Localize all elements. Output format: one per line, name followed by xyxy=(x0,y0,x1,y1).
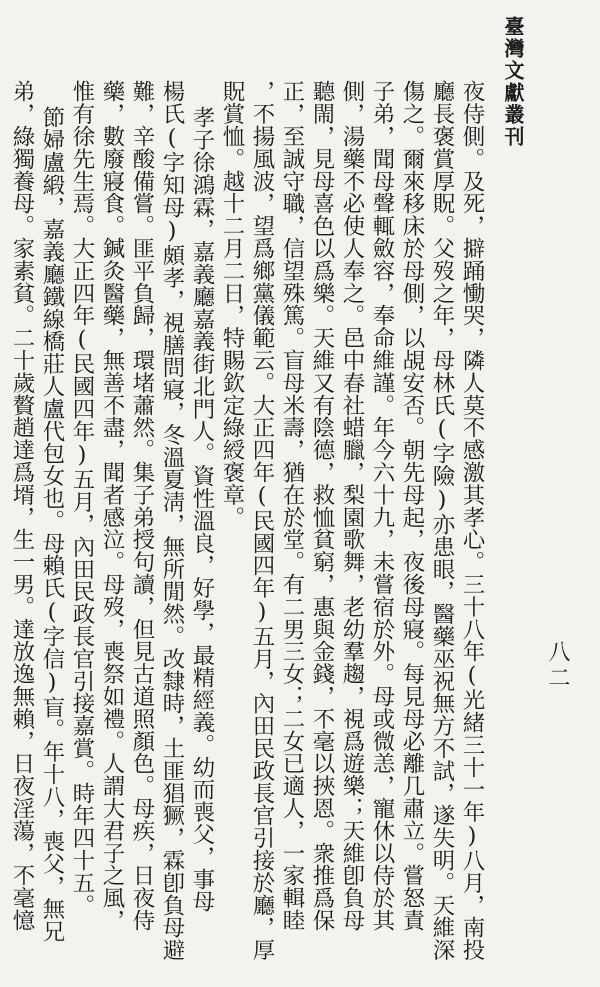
text-column: 廳長褒賞厚貺。父歿之年，母林氏(字險)亦患眼，醫藥巫祝無方不試，遂失明。天維深 xyxy=(429,80,455,961)
text-column: 藥，數廢寢食。鍼灸醫藥，無善不盡，聞者感泣。母歿，喪祭如禮。人謂大君子之風， xyxy=(99,80,125,932)
text-column: 弟，綠獨養母。家素貧。二十歲贅趙達爲壻，生一男。達放逸無賴，日夜淫蕩，不毫憶 xyxy=(9,80,35,932)
text-column: 貺賞恤。越十二月二日，特賜欽定綠綬褒章。 xyxy=(219,80,245,528)
text-column: 節婦盧緞，嘉義廳鐵線橋莊人盧代包女也。母賴氏(字信)盲。年十八，喪父，無兄 xyxy=(39,106,65,942)
running-title: 臺灣文獻叢刊 xyxy=(501,16,525,148)
text-column: 惟有徐先生焉。大正四年(民國四年)五月，內田民政長官引接嘉賞。時年四十五。 xyxy=(69,80,95,916)
text-column: 楊氏(字知母)頗孝，視膳問寢，冬溫夏淸，無所閒然。改隸時，土匪猖獗，霖卽負母避 xyxy=(159,80,185,961)
page-number: 八二 xyxy=(545,640,570,692)
text-column: 側，湯藥不必使人奉之。邑中春社蜡臘，梨園歌舞，老幼羣趨，視爲遊樂；天維卽負母 xyxy=(339,80,365,932)
text-column: 子弟，聞母聲輒斂容，奉命維謹。年今六十九，未嘗宿於外。母或微恙，寵休以侍於其 xyxy=(369,80,395,932)
text-column: 難，辛酸備嘗。匪平負歸，環堵蕭然。集子弟授句讀，但見古道照顏色。母疾，日夜侍 xyxy=(129,80,155,932)
text-column: 聽閙，見母喜色以爲樂。天維又有陰德，救恤貧窮，惠與金錢，不毫以挾恩。衆推爲保 xyxy=(309,80,335,932)
text-column: 傷之。爾來移床於母側，以覘安否。朝先母起，夜後母寢。每見母必離几肅立。嘗怒責 xyxy=(399,80,425,932)
text-column: 孝子徐鴻霖，嘉義廳嘉義街北門人。資性溫良，好學，最精經義。幼而喪父，事母 xyxy=(189,106,215,913)
text-column: ，不揚風波，望爲鄉黨儀範云。大正四年(民國四年)五月，內田民政長官引接於廳，厚 xyxy=(249,80,275,961)
text-column: 夜侍側。及死，擗踊慟哭，隣人莫不感激其孝心。三十八年(光緒三十一年)八月，南投 xyxy=(459,80,485,961)
text-column: 正，至誠守職，信望殊篤。盲母米壽，猶在於堂。有二男三女；二女已適人，一家輯睦 xyxy=(279,80,305,932)
